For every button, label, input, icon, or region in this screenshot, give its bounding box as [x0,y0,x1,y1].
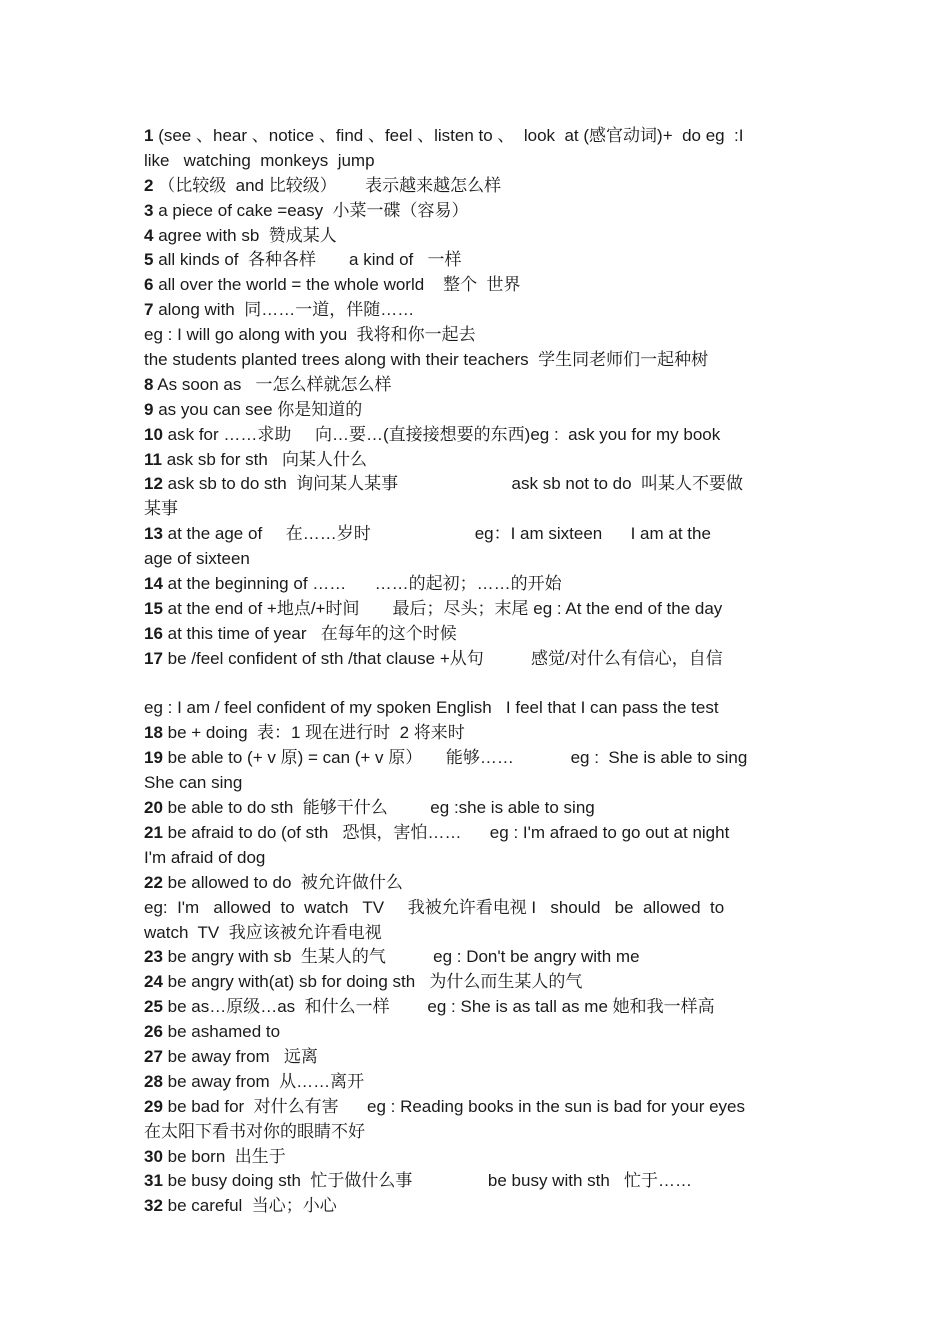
item-number: 13 [144,524,163,544]
line-text: （比较级 and 比较级） 表示越来越怎么样 [153,175,502,195]
line-text: age of sixteen [144,549,250,569]
text-line [144,721,814,746]
text-line [144,871,814,896]
text-line [144,497,814,522]
text-line [144,323,814,348]
text-line [144,547,814,572]
line-text: be busy doing sth 忙于做什么事 be busy with sth 忙于…… [162,1171,692,1191]
text-line [144,398,814,423]
line-text: be careful 当心；小心 [162,1196,337,1216]
text-line [144,1145,814,1170]
line-text: 在太阳下看书对你的眼睛不好 [144,1121,365,1141]
line-text: As soon as 一怎么样就怎么样 [153,374,392,394]
line-text: all over the world = the whole world 整个 世界 [153,275,521,295]
line-text: be allowed to do 被允许做什么 [162,872,403,892]
item-number: 23 [144,947,163,967]
text-line [144,921,814,946]
item-number: 6 [144,275,154,295]
line-text: be afraid to do (of sth 恐惧，害怕…… eg : I'm afraed to go out at night [162,822,730,842]
text-line [144,821,814,846]
item-number: 27 [144,1046,163,1066]
item-number: 26 [144,1022,163,1042]
item-number: 10 [144,424,163,444]
item-number: 3 [144,200,154,220]
text-line [144,1020,814,1045]
item-number: 9 [144,399,154,419]
text-line [144,224,814,249]
text-line [144,448,814,473]
text-line [144,647,814,672]
item-number: 15 [144,598,163,618]
text-line [144,1095,814,1120]
text-line [144,572,814,597]
line-text: like watching monkeys jump [144,150,375,170]
text-line [144,149,814,174]
item-number: 16 [144,623,163,643]
item-number: 21 [144,822,163,842]
item-number: 8 [144,374,154,394]
line-text: ask sb to do sth 询问某人某事 ask sb not to do 叫某人不要做 [162,474,743,494]
item-number: 1 [144,126,154,145]
text-line [144,423,814,448]
document-body [144,124,814,1219]
line-text: at this time of year 在每年的这个时候 [162,623,457,643]
text-line [144,174,814,199]
line-text: a piece of cake =easy 小菜一碟（容易） [153,200,469,220]
text-line [144,298,814,323]
item-number: 28 [144,1071,163,1091]
item-number: 31 [144,1171,163,1191]
line-text: be ashamed to [162,1022,281,1042]
line-text: watch TV 我应该被允许看电视 [144,922,382,942]
text-line [144,373,814,398]
item-number: 5 [144,250,154,270]
line-text: be away from 远离 [162,1046,318,1066]
item-number: 29 [144,1096,163,1116]
line-text: be born 出生于 [162,1146,286,1166]
text-line [144,771,814,796]
line-text: at the beginning of …… ……的起初；……的开始 [162,574,562,594]
text-line [144,273,814,298]
text-line [144,796,814,821]
line-text: be angry with sb 生某人的气 eg : Don't be angry with me [162,947,640,967]
item-number: 14 [144,574,163,594]
text-line [144,124,814,149]
text-line [144,622,814,647]
line-text: as you can see 你是知道的 [153,399,363,419]
line-text: eg : I am / feel confident of my spoken English I feel that I can pass the test [144,698,719,718]
line-text: I'm afraid of dog [144,847,266,867]
line-text: (see 、hear 、notice 、find 、feel 、listen to 、 look at (感官动词)+ do eg :I [153,126,744,145]
text-line [144,248,814,273]
line-text: 某事 [144,499,178,519]
line-text: all kinds of 各种各样 a kind of 一样 [153,250,462,270]
line-text: be /feel confident of sth /that clause +从句 感觉/对什么有信心，自信 [162,648,723,668]
item-number: 19 [144,748,163,768]
text-line [144,846,814,871]
item-number: 2 [144,175,154,195]
text-line [144,896,814,921]
item-number: 30 [144,1146,163,1166]
line-text: be angry with(at) sb for doing sth 为什么而生某人的气 [162,972,583,992]
line-text: along with 同……一道，伴随…… [153,300,415,320]
text-line [144,970,814,995]
line-text: at the end of +地点/+时间 最后；尽头；末尾 eg : At the end of the day [162,598,723,618]
text-line [144,995,814,1020]
text-line [144,696,814,721]
item-number: 12 [144,474,163,494]
item-number: 25 [144,997,163,1017]
item-number: 4 [144,225,154,245]
line-text: be able to do sth 能够干什么 eg :she is able to sing [162,798,595,818]
text-line [144,472,814,497]
text-line [144,945,814,970]
item-number: 22 [144,872,163,892]
line-text: at the age of 在……岁时 eg：I am sixteen I am at the [162,524,711,544]
line-text: be as…原级…as 和什么一样 eg : She is as tall as me 她和我一样高 [162,997,715,1017]
item-number: 7 [144,300,154,320]
line-text: be bad for 对什么有害 eg : Reading books in the sun is bad for your eyes [162,1096,745,1116]
item-number: 17 [144,648,163,668]
line-text: ask sb for sth 向某人什么 [161,449,367,469]
text-line [144,746,814,771]
item-number: 24 [144,972,163,992]
text-line [144,1194,814,1219]
line-text: be able to (+ v 原) = can (+ v 原） 能够…… eg : She is able to sing [162,748,748,768]
line-text: be + doing 表：1 现在进行时 2 将来时 [162,723,465,743]
item-number: 18 [144,723,163,743]
line-text: the students planted trees along with their teachers 学生同老师们一起种树 [144,350,709,370]
text-line [144,348,814,373]
item-number: 11 [144,449,162,469]
line-text: ask for ……求助 向…要…(直接接想要的东西)eg : ask you for my book [162,424,721,444]
line-text: eg: I'm allowed to watch TV 我被允许看电视 I should be allowed to [144,897,725,917]
line-text: be away from 从……离开 [162,1071,365,1091]
text-line [144,199,814,224]
text-line [144,1045,814,1070]
text-line [144,522,814,547]
item-number: 32 [144,1196,163,1216]
text-line [144,1169,814,1194]
text-line [144,672,814,697]
line-text: She can sing [144,773,243,793]
line-text: eg : I will go along with you 我将和你一起去 [144,325,476,345]
text-line [144,597,814,622]
item-number: 20 [144,798,163,818]
line-text: agree with sb 赞成某人 [153,225,337,245]
text-line [144,1120,814,1145]
text-line [144,1070,814,1095]
